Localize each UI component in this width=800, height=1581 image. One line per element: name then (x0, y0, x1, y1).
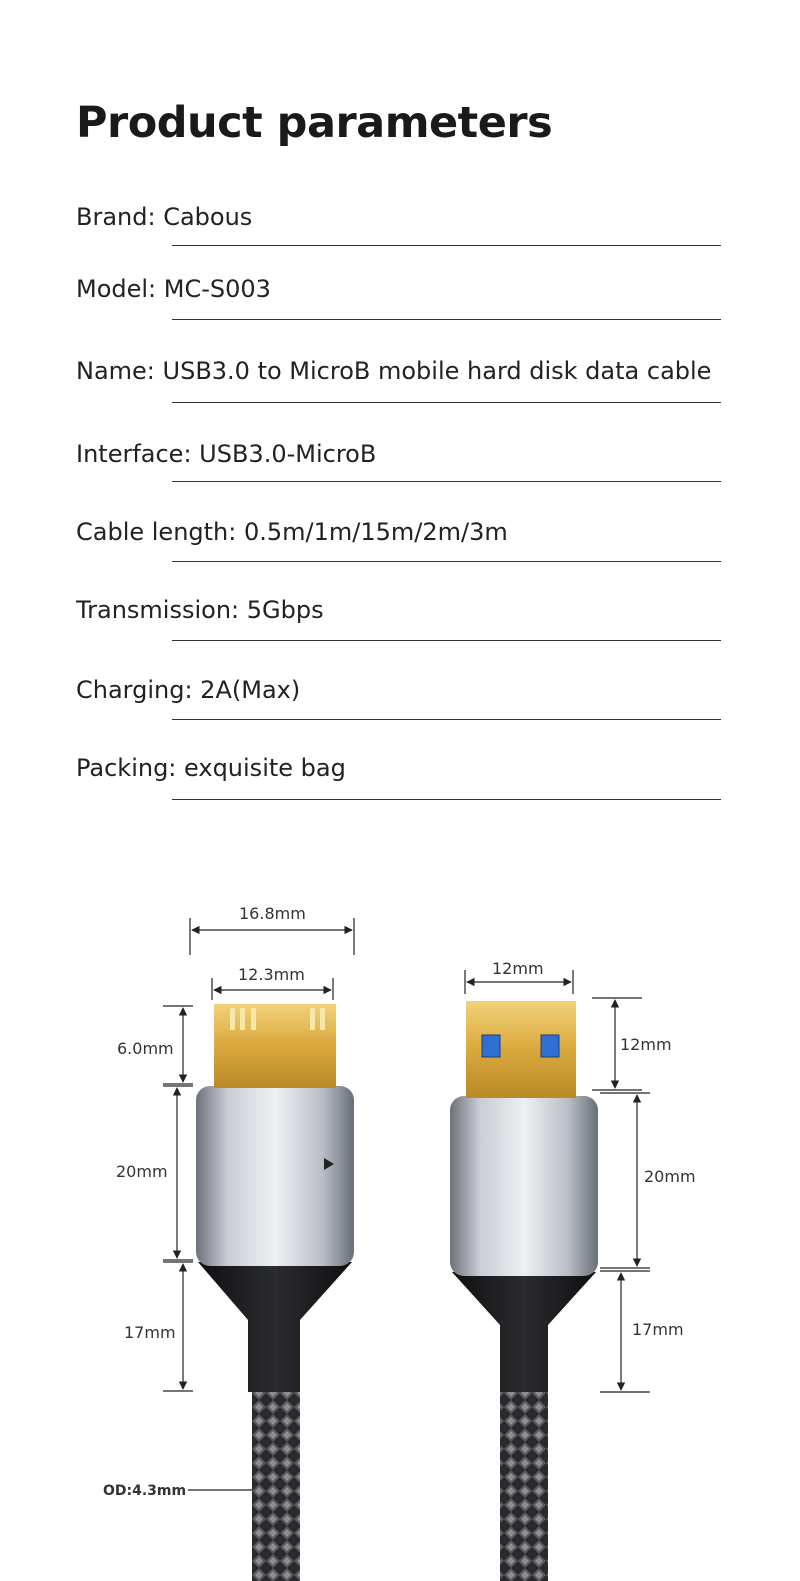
param-charging: Charging: 2A(Max) (76, 676, 301, 704)
usb-a-connector (450, 1001, 598, 1581)
divider (172, 799, 721, 800)
param-packing: Packing: exquisite bag (76, 754, 346, 782)
param-model: Model: MC-S003 (76, 275, 271, 303)
divider (172, 640, 721, 641)
divider (172, 719, 721, 720)
dim-microb-plug-width: 12.3mm (238, 965, 305, 984)
page-title: Product parameters (76, 98, 553, 148)
divider (172, 561, 721, 562)
dim-usb-neck-height: 17mm (632, 1320, 684, 1339)
divider (172, 402, 721, 403)
cable-dimension-diagram (0, 880, 800, 1581)
param-cable-length: Cable length: 0.5m/1m/15m/2m/3m (76, 518, 508, 546)
strain-relief (452, 1272, 596, 1392)
param-name: Name: USB3.0 to MicroB mobile hard disk data cable (76, 357, 712, 385)
metal-housing (196, 1086, 354, 1266)
metal-housing (450, 1096, 598, 1276)
divider (172, 319, 721, 320)
param-transmission: Transmission: 5Gbps (76, 596, 324, 624)
dim-usb-plug-width: 12mm (492, 959, 544, 978)
divider (172, 481, 721, 482)
braided-cable (500, 1385, 548, 1581)
dim-microb-outer-width: 16.8mm (239, 904, 306, 923)
dim-microb-body-height: 20mm (116, 1162, 168, 1181)
strain-relief (198, 1262, 352, 1392)
dim-usb-plug-height: 12mm (620, 1035, 672, 1054)
param-interface: Interface: USB3.0-MicroB (76, 440, 377, 468)
braided-cable (252, 1385, 300, 1581)
microb-connector (196, 1004, 354, 1581)
dim-usb-body-height: 20mm (644, 1167, 696, 1186)
dim-microb-neck-height: 17mm (124, 1323, 176, 1342)
param-brand: Brand: Cabous (76, 203, 253, 231)
divider (172, 245, 721, 246)
dim-microb-plug-height: 6.0mm (117, 1039, 174, 1058)
dim-cable-od: OD:4.3mm (103, 1483, 187, 1499)
